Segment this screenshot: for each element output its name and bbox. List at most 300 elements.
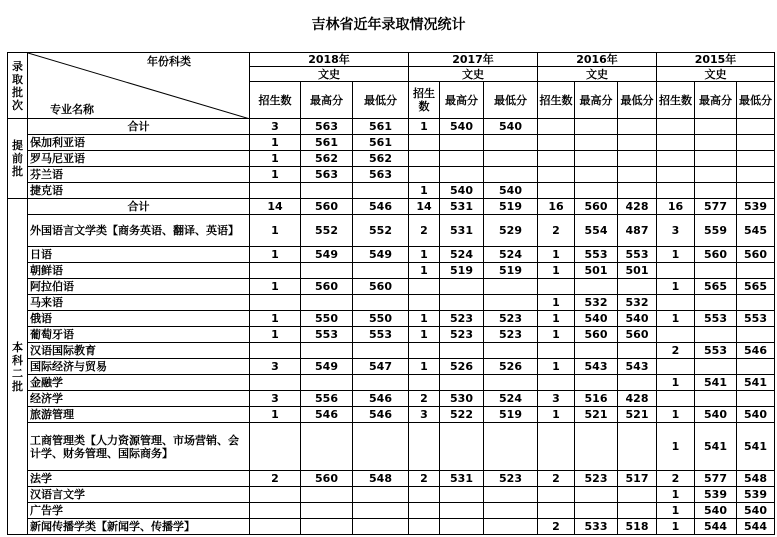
cell-min-2015: 560	[737, 247, 775, 263]
cell-min-2018	[353, 343, 409, 359]
cell-enroll-2015: 1	[657, 503, 695, 519]
cell-enroll-2015: 1	[657, 311, 695, 327]
cell-enroll-2018	[250, 295, 301, 311]
cell-max-2016: 543	[575, 359, 618, 375]
table-row	[8, 279, 775, 295]
cell-max-2018: 560	[301, 471, 353, 487]
cell-min-2017: 523	[484, 471, 538, 487]
cell-enroll-2017	[409, 295, 440, 311]
col-enroll-2017: 招生数	[409, 82, 440, 119]
table-row	[8, 151, 775, 167]
cell-max-2015: 560	[695, 247, 737, 263]
cell-max-2015	[695, 183, 737, 199]
cell-enroll-2017	[409, 519, 440, 535]
cell-enroll-2015	[657, 119, 695, 135]
category-2016: 文史	[538, 67, 657, 82]
cell-min-2015: 546	[737, 343, 775, 359]
cell-max-2018: 562	[301, 151, 353, 167]
cell-max-2017	[440, 151, 484, 167]
cell-enroll-2017: 1	[409, 183, 440, 199]
cell-enroll-2015: 1	[657, 519, 695, 535]
cell-min-2016: 540	[618, 311, 657, 327]
major-name-cell: 国际经济与贸易	[28, 359, 250, 375]
corner-header	[28, 53, 250, 119]
cell-max-2015: 539	[695, 487, 737, 503]
corner-top-label: 年份科类	[147, 55, 191, 68]
total-row-label: 合计	[28, 119, 250, 135]
cell-min-2018: 552	[353, 215, 409, 247]
cell-min-2016: 428	[618, 199, 657, 215]
cell-enroll-2016: 1	[538, 359, 575, 375]
cell-min-2015: 540	[737, 407, 775, 423]
cell-max-2016	[575, 151, 618, 167]
cell-enroll-2017	[409, 423, 440, 471]
cell-min-2016	[618, 423, 657, 471]
cell-max-2015: 577	[695, 471, 737, 487]
cell-max-2017: 531	[440, 215, 484, 247]
cell-min-2017	[484, 487, 538, 503]
cell-min-2016	[618, 167, 657, 183]
cell-enroll-2015: 1	[657, 247, 695, 263]
cell-max-2018	[301, 519, 353, 535]
cell-min-2015	[737, 167, 775, 183]
col-enroll-2018: 招生数	[250, 82, 301, 119]
cell-enroll-2017	[409, 487, 440, 503]
cell-enroll-2016	[538, 135, 575, 151]
cell-max-2018: 563	[301, 167, 353, 183]
table-row	[8, 263, 775, 279]
cell-max-2018	[301, 343, 353, 359]
cell-min-2015: 548	[737, 471, 775, 487]
cell-max-2017	[440, 423, 484, 471]
cell-min-2016	[618, 343, 657, 359]
cell-max-2018: 561	[301, 135, 353, 151]
cell-max-2016	[575, 279, 618, 295]
corner-bottom-label: 专业名称	[50, 103, 94, 116]
cell-enroll-2016	[538, 375, 575, 391]
cell-min-2017: 523	[484, 311, 538, 327]
cell-min-2016	[618, 151, 657, 167]
cell-max-2017: 530	[440, 391, 484, 407]
cell-min-2015	[737, 263, 775, 279]
cell-max-2017: 523	[440, 327, 484, 343]
cell-enroll-2016: 1	[538, 247, 575, 263]
table-row	[8, 295, 775, 311]
cell-max-2016: 540	[575, 311, 618, 327]
major-name-cell: 捷克语	[28, 183, 250, 199]
major-name-cell: 保加利亚语	[28, 135, 250, 151]
cell-enroll-2017: 1	[409, 311, 440, 327]
cell-enroll-2016	[538, 487, 575, 503]
cell-min-2016: 532	[618, 295, 657, 311]
cell-enroll-2015: 1	[657, 375, 695, 391]
cell-max-2018: 546	[301, 407, 353, 423]
table-row	[8, 375, 775, 391]
cell-min-2016: 518	[618, 519, 657, 535]
year-2015: 2015年	[657, 53, 775, 67]
cell-min-2015: 565	[737, 279, 775, 295]
cell-max-2017: 526	[440, 359, 484, 375]
year-2017: 2017年	[409, 53, 538, 67]
cell-enroll-2015	[657, 327, 695, 343]
cell-max-2017	[440, 343, 484, 359]
table-row	[8, 391, 775, 407]
cell-enroll-2016: 2	[538, 519, 575, 535]
cell-max-2016: 533	[575, 519, 618, 535]
cell-max-2016: 560	[575, 327, 618, 343]
table-row	[8, 311, 775, 327]
cell-min-2018: 547	[353, 359, 409, 375]
cell-min-2015	[737, 119, 775, 135]
cell-enroll-2017: 1	[409, 359, 440, 375]
major-name-cell: 金融学	[28, 375, 250, 391]
cell-min-2016: 521	[618, 407, 657, 423]
cell-min-2017	[484, 151, 538, 167]
cell-enroll-2017: 1	[409, 263, 440, 279]
cell-enroll-2018: 1	[250, 151, 301, 167]
cell-enroll-2018: 1	[250, 407, 301, 423]
cell-max-2017	[440, 487, 484, 503]
cell-min-2016	[618, 119, 657, 135]
cell-max-2017: 531	[440, 199, 484, 215]
table-row	[8, 135, 775, 151]
cell-min-2018: 562	[353, 151, 409, 167]
cell-max-2018: 556	[301, 391, 353, 407]
cell-min-2016	[618, 503, 657, 519]
major-name-cell: 外国语言文学类【商务英语、翻译、英语】	[28, 215, 250, 247]
cell-enroll-2018	[250, 503, 301, 519]
cell-enroll-2018: 3	[250, 359, 301, 375]
major-name-cell: 俄语	[28, 311, 250, 327]
cell-min-2018: 546	[353, 407, 409, 423]
cell-enroll-2016	[538, 503, 575, 519]
cell-max-2018: 560	[301, 199, 353, 215]
cell-min-2018	[353, 503, 409, 519]
cell-max-2017	[440, 135, 484, 151]
cell-max-2015: 540	[695, 503, 737, 519]
cell-min-2017: 519	[484, 199, 538, 215]
col-max-2018: 最高分	[301, 82, 353, 119]
cell-enroll-2017: 1	[409, 247, 440, 263]
cell-min-2017	[484, 503, 538, 519]
cell-max-2018: 563	[301, 119, 353, 135]
cell-min-2016: 543	[618, 359, 657, 375]
cell-max-2015: 565	[695, 279, 737, 295]
cell-max-2015: 541	[695, 375, 737, 391]
major-name-cell: 旅游管理	[28, 407, 250, 423]
cell-min-2017: 524	[484, 247, 538, 263]
cell-enroll-2015: 1	[657, 423, 695, 471]
cell-max-2016: 523	[575, 471, 618, 487]
cell-min-2018	[353, 375, 409, 391]
cell-enroll-2016	[538, 183, 575, 199]
cell-max-2015	[695, 327, 737, 343]
cell-max-2015	[695, 359, 737, 375]
cell-max-2015	[695, 295, 737, 311]
batch-name-cell: 本科二批	[8, 199, 28, 535]
cell-min-2017	[484, 343, 538, 359]
cell-min-2016	[618, 135, 657, 151]
major-name-cell: 汉语国际教育	[28, 343, 250, 359]
cell-enroll-2015	[657, 135, 695, 151]
cell-min-2018	[353, 487, 409, 503]
cell-enroll-2015	[657, 167, 695, 183]
cell-max-2015: 559	[695, 215, 737, 247]
col-min-2015: 最低分	[737, 82, 775, 119]
cell-enroll-2016: 1	[538, 407, 575, 423]
cell-enroll-2017	[409, 167, 440, 183]
major-name-cell: 阿拉伯语	[28, 279, 250, 295]
cell-enroll-2017	[409, 135, 440, 151]
col-min-2016: 最低分	[618, 82, 657, 119]
major-name-cell: 罗马尼亚语	[28, 151, 250, 167]
cell-min-2015: 539	[737, 487, 775, 503]
cell-enroll-2016: 1	[538, 311, 575, 327]
cell-min-2017: 529	[484, 215, 538, 247]
cell-enroll-2017: 1	[409, 119, 440, 135]
cell-enroll-2016: 3	[538, 391, 575, 407]
cell-enroll-2018	[250, 423, 301, 471]
col-enroll-2015: 招生数	[657, 82, 695, 119]
col-max-2015: 最高分	[695, 82, 737, 119]
major-name-cell: 日语	[28, 247, 250, 263]
cell-enroll-2018: 14	[250, 199, 301, 215]
batch-header: 录取批次	[8, 53, 28, 119]
cell-max-2018	[301, 183, 353, 199]
cell-min-2017: 524	[484, 391, 538, 407]
cell-min-2017: 540	[484, 119, 538, 135]
cell-enroll-2015	[657, 295, 695, 311]
major-name-cell: 工商管理类【人力资源管理、市场营销、会计学、财务管理、国际商务】	[28, 423, 250, 471]
table-row	[8, 215, 775, 247]
cell-min-2015	[737, 151, 775, 167]
cell-min-2018: 549	[353, 247, 409, 263]
cell-min-2016	[618, 183, 657, 199]
cell-min-2015	[737, 327, 775, 343]
cell-min-2018: 550	[353, 311, 409, 327]
table-row	[8, 423, 775, 471]
cell-enroll-2018: 1	[250, 279, 301, 295]
cell-max-2015	[695, 135, 737, 151]
cell-min-2015: 540	[737, 503, 775, 519]
cell-enroll-2016: 16	[538, 199, 575, 215]
cell-max-2016	[575, 487, 618, 503]
batch-name-cell: 提前批	[8, 119, 28, 199]
cell-min-2016	[618, 279, 657, 295]
cell-enroll-2017: 2	[409, 471, 440, 487]
cell-min-2015: 544	[737, 519, 775, 535]
cell-max-2017: 531	[440, 471, 484, 487]
cell-min-2018	[353, 295, 409, 311]
cell-enroll-2016	[538, 119, 575, 135]
cell-enroll-2015: 3	[657, 215, 695, 247]
cell-enroll-2016	[538, 167, 575, 183]
cell-enroll-2015	[657, 183, 695, 199]
cell-max-2017: 540	[440, 119, 484, 135]
cell-enroll-2016	[538, 423, 575, 471]
cell-enroll-2017	[409, 151, 440, 167]
cell-enroll-2018: 1	[250, 135, 301, 151]
admission-table	[7, 52, 775, 535]
cell-max-2015	[695, 263, 737, 279]
cell-enroll-2017: 2	[409, 215, 440, 247]
cell-max-2018	[301, 295, 353, 311]
table-row	[8, 343, 775, 359]
cell-enroll-2017	[409, 279, 440, 295]
cell-enroll-2017	[409, 343, 440, 359]
cell-max-2015: 540	[695, 407, 737, 423]
cell-min-2015	[737, 359, 775, 375]
cell-max-2018: 550	[301, 311, 353, 327]
cell-max-2018	[301, 375, 353, 391]
category-2018: 文史	[250, 67, 409, 82]
cell-min-2015: 541	[737, 423, 775, 471]
cell-enroll-2018: 1	[250, 311, 301, 327]
cell-enroll-2016: 1	[538, 327, 575, 343]
cell-max-2017	[440, 167, 484, 183]
cell-max-2016	[575, 503, 618, 519]
cell-max-2017: 522	[440, 407, 484, 423]
cell-enroll-2015: 1	[657, 407, 695, 423]
cell-enroll-2018: 3	[250, 119, 301, 135]
cell-max-2016: 501	[575, 263, 618, 279]
cell-max-2017: 540	[440, 183, 484, 199]
cell-enroll-2017: 14	[409, 199, 440, 215]
cell-min-2018	[353, 519, 409, 535]
cell-min-2016: 501	[618, 263, 657, 279]
cell-min-2015	[737, 295, 775, 311]
cell-min-2016: 560	[618, 327, 657, 343]
cell-max-2015	[695, 167, 737, 183]
cell-max-2015: 541	[695, 423, 737, 471]
cell-max-2018: 560	[301, 279, 353, 295]
cell-max-2015: 544	[695, 519, 737, 535]
cell-enroll-2017	[409, 375, 440, 391]
cell-enroll-2018	[250, 519, 301, 535]
cell-max-2016	[575, 343, 618, 359]
cell-max-2016	[575, 183, 618, 199]
cell-min-2018: 546	[353, 391, 409, 407]
col-enroll-2016: 招生数	[538, 82, 575, 119]
cell-max-2015: 577	[695, 199, 737, 215]
cell-enroll-2018: 2	[250, 471, 301, 487]
category-2015: 文史	[657, 67, 775, 82]
cell-min-2017	[484, 279, 538, 295]
cell-enroll-2016	[538, 279, 575, 295]
col-max-2017: 最高分	[440, 82, 484, 119]
year-2016: 2016年	[538, 53, 657, 67]
major-name-cell: 汉语言文学	[28, 487, 250, 503]
cell-max-2016	[575, 423, 618, 471]
total-row-label: 合计	[28, 199, 250, 215]
cell-min-2017: 523	[484, 327, 538, 343]
cell-max-2018: 552	[301, 215, 353, 247]
year-2018: 2018年	[250, 53, 409, 67]
cell-max-2017	[440, 519, 484, 535]
cell-max-2018	[301, 423, 353, 471]
cell-enroll-2018	[250, 487, 301, 503]
cell-enroll-2015: 1	[657, 279, 695, 295]
cell-enroll-2015	[657, 391, 695, 407]
table-row	[8, 407, 775, 423]
major-name-cell: 新闻传播学类【新闻学、传播学】	[28, 519, 250, 535]
col-min-2018: 最低分	[353, 82, 409, 119]
cell-min-2017: 519	[484, 407, 538, 423]
cell-enroll-2018	[250, 375, 301, 391]
cell-min-2018: 561	[353, 135, 409, 151]
cell-enroll-2018: 3	[250, 391, 301, 407]
cell-min-2017: 540	[484, 183, 538, 199]
cell-enroll-2017: 1	[409, 327, 440, 343]
major-name-cell: 广告学	[28, 503, 250, 519]
table-row	[8, 503, 775, 519]
cell-min-2017	[484, 167, 538, 183]
cell-max-2017: 524	[440, 247, 484, 263]
cell-max-2016: 560	[575, 199, 618, 215]
cell-min-2017: 519	[484, 263, 538, 279]
cell-min-2018: 560	[353, 279, 409, 295]
cell-max-2015: 553	[695, 343, 737, 359]
cell-min-2018	[353, 423, 409, 471]
major-name-cell: 葡萄牙语	[28, 327, 250, 343]
major-name-cell: 法学	[28, 471, 250, 487]
cell-min-2015: 539	[737, 199, 775, 215]
cell-min-2016: 428	[618, 391, 657, 407]
cell-enroll-2015: 2	[657, 471, 695, 487]
cell-max-2018	[301, 503, 353, 519]
cell-max-2018: 549	[301, 247, 353, 263]
cell-max-2017: 523	[440, 311, 484, 327]
cell-enroll-2017	[409, 503, 440, 519]
cell-enroll-2016: 1	[538, 295, 575, 311]
cell-min-2016	[618, 487, 657, 503]
category-2017: 文史	[409, 67, 538, 82]
cell-min-2017	[484, 423, 538, 471]
cell-enroll-2016: 2	[538, 471, 575, 487]
cell-min-2017	[484, 135, 538, 151]
cell-max-2016: 554	[575, 215, 618, 247]
cell-max-2018	[301, 487, 353, 503]
table-row	[8, 487, 775, 503]
cell-enroll-2018	[250, 183, 301, 199]
cell-max-2016	[575, 135, 618, 151]
major-name-cell: 经济学	[28, 391, 250, 407]
cell-min-2015: 545	[737, 215, 775, 247]
cell-min-2016: 487	[618, 215, 657, 247]
page-title: 吉林省近年录取情况统计	[311, 17, 466, 33]
cell-max-2016: 521	[575, 407, 618, 423]
cell-enroll-2018: 1	[250, 327, 301, 343]
table-row	[8, 247, 775, 263]
cell-min-2015	[737, 391, 775, 407]
major-name-cell: 芬兰语	[28, 167, 250, 183]
cell-max-2015: 553	[695, 311, 737, 327]
cell-min-2017	[484, 295, 538, 311]
cell-enroll-2016: 1	[538, 263, 575, 279]
cell-max-2018: 549	[301, 359, 353, 375]
table-row	[8, 119, 775, 135]
cell-min-2018	[353, 263, 409, 279]
cell-enroll-2015	[657, 263, 695, 279]
table-row	[8, 359, 775, 375]
cell-min-2018: 563	[353, 167, 409, 183]
table-row	[8, 183, 775, 199]
cell-max-2017: 519	[440, 263, 484, 279]
cell-enroll-2018	[250, 343, 301, 359]
table-row	[8, 519, 775, 535]
table-row	[8, 199, 775, 215]
cell-enroll-2016: 2	[538, 215, 575, 247]
